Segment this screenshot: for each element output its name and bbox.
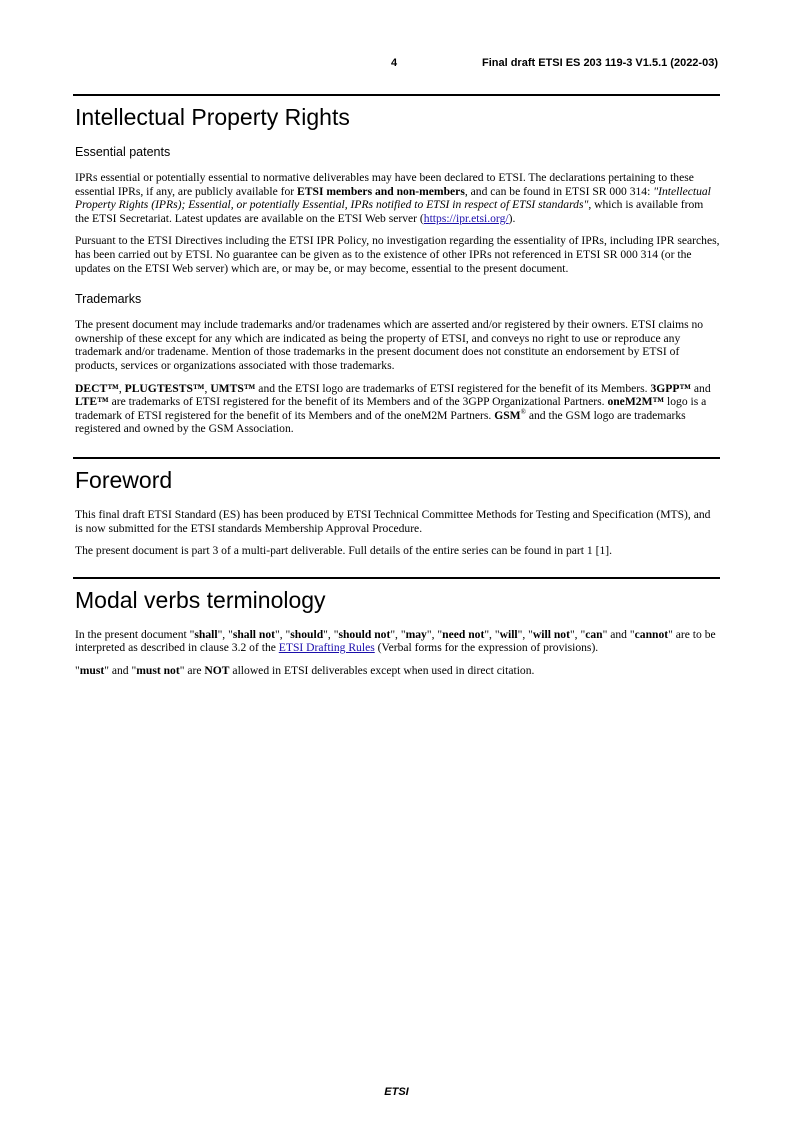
ipr-heading: Intellectual Property Rights [73,94,720,130]
trademarks-paragraph-1: The present document may include trademarks and/or tradenames which are asserted and/or registered by their owners. ETSI claims no ownership of these except for any which are indicated as being the property of ETSI, and conveys no right to use or reproduce any trademark and/or tradename. Mention of those trademarks in the present document does not constitute an endorsement by ETSI of products, services or organizations associated with those trademarks. [75,318,704,372]
foreword-paragraph-2: The present document is part 3 of a multi-part deliverable. Full details of the entire series can be found in part 1 [1]. [75,544,613,558]
text-run: allowed in ETSI deliverables except when used in direct citation. [229,663,535,677]
drafting-rules-link[interactable]: ETSI Drafting Rules [278,641,375,655]
trademarks-heading: Trademarks [75,292,142,307]
modal-verb: should not [338,627,391,641]
modal-verbs-heading: Modal verbs terminology [73,577,720,613]
text-run: ). [508,211,516,225]
text-run: and the GSM logo are trademarks registered and owned by the GSM Association. [75,408,686,436]
modal-verb: can [585,627,603,641]
document-title: Final draft ETSI ES 203 119-3 V1.5.1 (2022-03) [481,57,718,69]
trademarks-paragraph-2 [75,382,720,436]
essential-patents-heading: Essential patents [75,145,171,159]
modal-verb: must not [136,663,180,677]
page-footer: ETSI [384,1086,409,1098]
text-run: In the present document [75,627,190,641]
ipr-link[interactable]: https://ipr.etsi.org/ [423,211,509,225]
text-run: are trademarks of ETSI registered for the benefit of its Members and of the 3GPP Organizational Partners. [108,395,608,409]
foreword-paragraph-1: This final draft ETSI Standard (ES) has been produced by ETSI Technical Committee Methods for Testing and Specification (MTS), and is now submitted for the ETSI standards Membership Approval Procedure. [75,507,711,535]
trademark-onem2m: oneM2M™ [607,395,665,409]
emphasis-not: NOT [204,663,230,677]
modal-verb: should [290,627,324,641]
modal-verb: cannot [634,627,669,641]
modal-verb: need not [442,627,485,641]
trademark-3gpp: 3GPP™ [650,381,692,395]
page-number: 4 [391,57,398,69]
text-run: IPRs essential or potentially essential to normative deliverables may have been declared to ETSI. The declarations pertaining to these essential IPRs, if any, are publicly available for [75,171,694,198]
italic-title: "Intellectual Property Rights (IPRs); Essential, or potentially Essential, IPRs notified to ETSI in respect of ETSI standards" [75,184,711,212]
registered-mark: ® [520,407,526,416]
text-run: (Verbal forms for the expression of provisions). [374,641,599,655]
trademark-dect: DECT™ [75,381,119,395]
modal-verb: may [405,627,427,641]
text-run: and [691,381,711,395]
essential-patents-paragraph-1 [75,171,720,225]
trademark-umts: UMTS™ [210,381,256,395]
modal-verb: will [499,627,518,641]
text-run: are to be interpreted as described in clause 3.2 of the [75,627,716,655]
page-header [0,57,793,71]
text-run: , [204,381,211,395]
modal-verb: shall [194,627,218,641]
text-run: are [184,663,205,677]
foreword-heading: Foreword [73,457,720,493]
modal-verb: must [79,663,105,677]
text-run: logo is a trademark of ETSI registered for the benefit of its Members and of the oneM2M Partners. [75,395,707,422]
modal-verb: will not [532,627,570,641]
modal-verb: shall not [232,627,276,641]
essential-patents-paragraph-2: Pursuant to the ETSI Directives including the ETSI IPR Policy, no investigation regarding the essentiality of IPRs, including IPR searches, has been carried out by ETSI. No guarantee can be given as to the existence of other IPRs not referenced in ETSI SR 000 314 (or the updates on the ETSI Web server) which are, or may be, or may become, essential to the present document. [75,234,720,275]
trademark-lte: LTE™ [75,395,109,409]
text-run: , and can be found in ETSI SR 000 314: [464,184,654,198]
bold-text: ETSI members and non-members [297,184,465,198]
text-run: , which is available from the ETSI Secretariat. Latest updates are available on the ETSI Web server ( [75,198,704,225]
text-run: , [118,381,125,395]
text-run: and the ETSI logo are trademarks of ETSI registered for the benefit of its Members. [255,381,651,395]
trademark-plugtests: PLUGTESTS™ [124,381,205,395]
modal-verbs-paragraph-1: In the present document "shall", "shall not", "should", "should not", "may", "need not", "will", "will not", "can" and "cannot" are to be interpreted as described in clause 3.2 of the ETSI Drafting Rules (Verbal forms for the expression of provisions). [75,627,716,655]
trademark-gsm: GSM [494,408,521,422]
modal-verbs-paragraph-2: "must" and "must not" are NOT allowed in ETSI deliverables except when used in direct citation. [75,663,535,677]
page-content [75,94,720,686]
